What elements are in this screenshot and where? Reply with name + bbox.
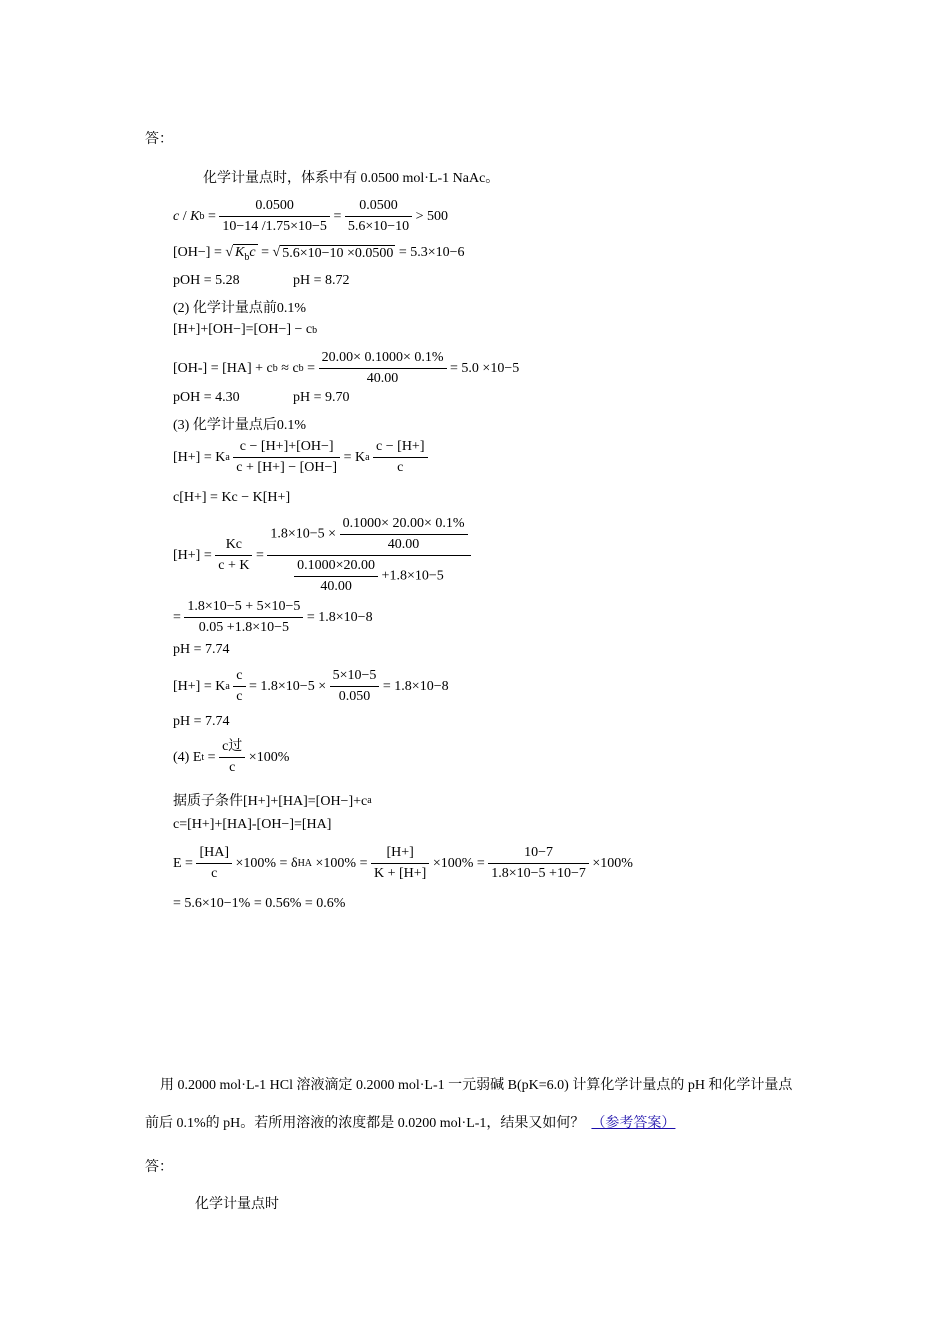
answer-label: 答： xyxy=(145,132,173,147)
intro-text-2: 化学计量点时 xyxy=(195,1197,279,1212)
answer-label-2: 答： xyxy=(145,1160,173,1175)
equation-4: [OH-] = [HA] + c b ≈ c b = $\frac{20.00\times 0.1000\times 0.1\%}{40.00}$ = 5.0 ×10−5 xyxy=(173,350,520,386)
heading-3: (3) 化学计量点后0.1% xyxy=(173,418,306,433)
heading-2: (2) 化学计量点前0.1% xyxy=(173,301,306,316)
proton-condition: 据质子条件[H+]+[HA]=[OH−]+c a xyxy=(173,794,372,809)
equation-8: = $\frac{1.8\times 10-5 + 5\times 10-5}{0.05 +1.8\times 10-5}$ = 1.8×10−8 xyxy=(173,599,373,635)
ph-2: pH = 9.70 xyxy=(293,390,350,405)
heading-4: (4) E t = $\frac{\text{c过}}{c}$ ×100% xyxy=(173,739,290,775)
final-result: = 5.6×10−1% = 0.56% = 0.6% xyxy=(173,896,346,911)
equation-1: c / K b = $\frac{0.0500}{10-14 /1.75\times 10-5}$ = $\frac{0.0500}{5.6\times 10-10}$ > 500 xyxy=(173,198,449,234)
poh-2: pOH = 4.30 xyxy=(173,390,240,405)
equation-3: [H+]+[OH−]=[OH−] − c b xyxy=(173,322,318,337)
poh-1: pOH = 5.28 xyxy=(173,273,240,288)
equation-6: c[H+] = Kc − K[H+] xyxy=(173,490,291,505)
ph-4: pH = 7.74 xyxy=(173,714,230,729)
ca-expression: c=[H+]+[HA]-[OH−]=[HA] xyxy=(173,817,332,832)
question-line-2: 前后 0.1%的 pH。若所用溶液的浓度都是 0.0200 mol·L-1，结果又如何？ （参考答案） xyxy=(145,1116,676,1131)
question-line-1: 用 0.2000 mol·L-1 HCl 溶液滴定 0.2000 mol·L-1 一元弱碱 B(pK=6.0) 计算化学计量点的 pH 和化学计量点 xyxy=(160,1078,793,1093)
reference-answer-link[interactable]: （参考答案） xyxy=(591,1116,676,1131)
equation-7: [H+] = $\frac{Kc}{c + K}$ = 1.8×10−5 × $\frac{0.1000\times 20.00\times 0.1\%}{40.00}$ $\frac{0.1000\times 20.00}{40.00}$ +1.8×10−5 xyxy=(173,514,471,597)
ph-1: pH = 8.72 xyxy=(293,273,350,288)
equation-2: [OH−] = √ $K_bc$ = √ 5.6×10−10 ×0.0500 = 5.3×10−6 xyxy=(173,245,465,263)
ph-3: pH = 7.74 xyxy=(173,642,230,657)
et-equation: E = $\frac{[HA]}{c}$ ×100% = δ HA ×100% = $\frac{[H+]}{K + [H+]}$ ×100% = $\frac{10-7}{1.8\times 10-5 +10-7}$ ×100% xyxy=(173,845,633,881)
equation-5: [H+] = K a $\frac{c - [H+]+[OH-]}{c + [H+] - [OH-]}$ = K a $\frac{c - [H+]}{c}$ xyxy=(173,437,428,478)
intro-text: 化学计量点时，体系中有 0.0500 mol·L-1 NaAc。 xyxy=(203,171,500,186)
equation-9: [H+] = K a $\frac{c}{c}$ = 1.8×10−5 × $\frac{5\times 10-5}{0.050}$ = 1.8×10−8 xyxy=(173,668,449,704)
